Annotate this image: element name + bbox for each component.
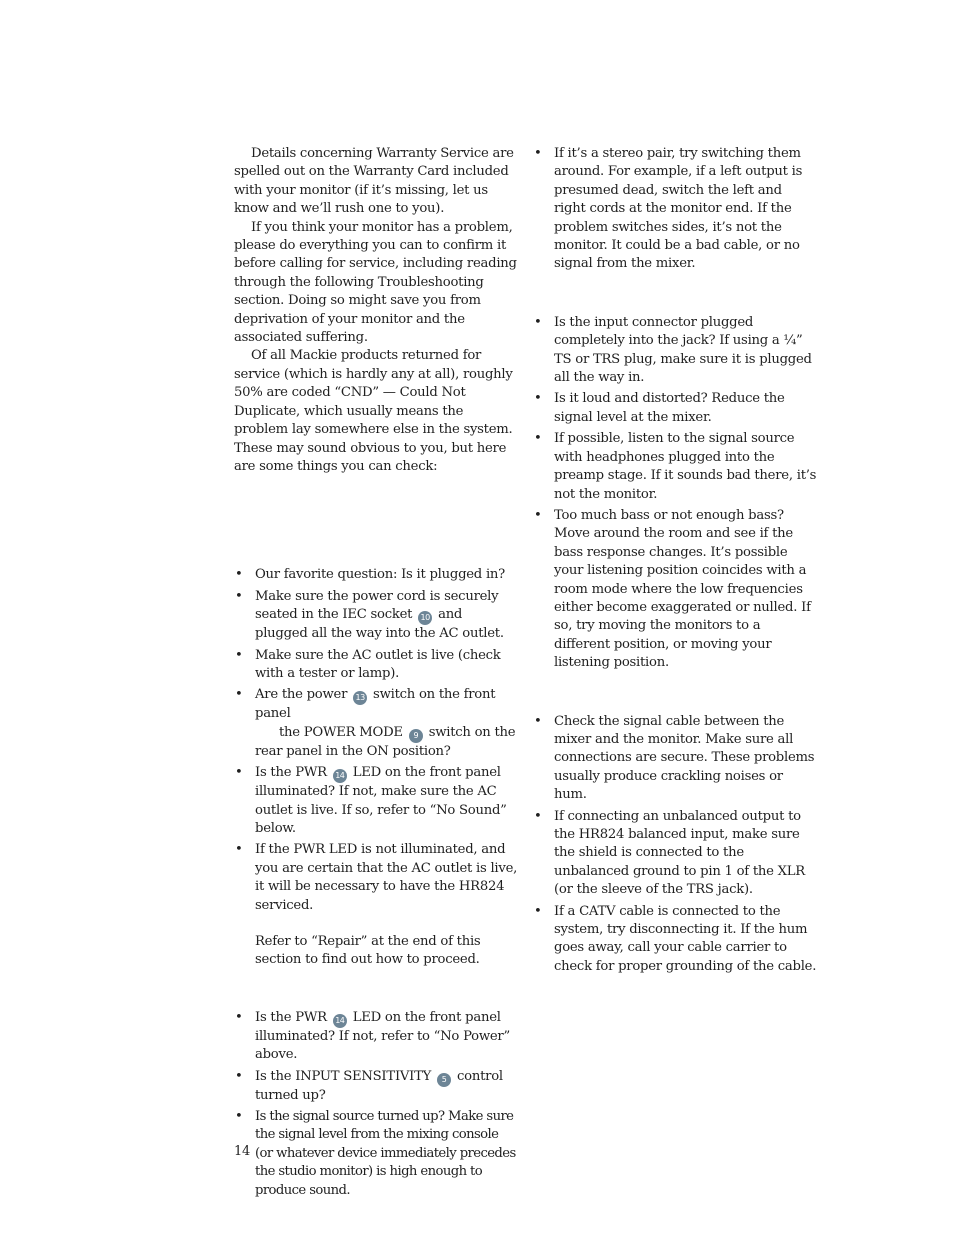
list-item: • If connecting an unbalanced output to the HR824 balanced input, make sure the shield is connected to the unbalanced ground to pin 1 of the XLR (or the sleeve of the TRS jack).	[533, 808, 817, 900]
callout-number-badge: 14	[333, 769, 347, 783]
no-sound-list	[234, 1009, 518, 1200]
service-note: Refer to “Repair” at the end of this section to find out how to proceed.	[255, 934, 481, 968]
section-gap	[234, 476, 518, 566]
list-item: • Too much bass or not enough bass? Move around the room and see if the bass response changes. It’s possible your listening position coincides with a room mode where the low frequencies either become exaggerated or nulled. If so, try moving the monitors to a different position, or moving your listening position.	[533, 507, 817, 673]
list-item: • If a CATV cable is connected to the system, try disconnecting it. If the hum goes away, call your cable carrier to check for proper grounding of the cable.	[533, 903, 817, 977]
no-power-list	[234, 566, 518, 915]
section-gap	[234, 970, 518, 1009]
noise-hum-list	[533, 713, 817, 977]
list-item: • Is the signal source turned up? Make sure the signal level from the mixing console (or whatever device immediately precedes the studio monitor) is high enough to produce sound.	[234, 1108, 518, 1200]
list-item: • If it’s a stereo pair, try switching them around. For example, if a left output is presumed dead, switch the left and right cords at the monitor end. If the problem switches sides, it’s not the monitor. It could be a bad cable, or no signal from the mixer.	[533, 145, 817, 274]
intro-paragraph: Details concerning Warranty Service are spelled out on the Warranty Card included with your monitor (if it’s missing, let us know and we’ll rush one to you).	[234, 146, 514, 217]
list-item: • Is the input connector plugged completely into the jack? If using a ¼” TS or TRS plug, make sure it is plugged all the way in.	[533, 314, 817, 388]
callout-number-badge: 13	[353, 691, 367, 705]
page-number: 14	[234, 1144, 251, 1159]
bad-sound-list	[533, 314, 817, 673]
one-side-list	[533, 145, 817, 274]
list-item: • Our favorite question: Is it plugged in?	[234, 566, 518, 584]
section-gap	[533, 277, 817, 314]
callout-number-badge: 5	[437, 1073, 451, 1087]
callout-number-badge: 14	[333, 1014, 347, 1028]
list-item: • If possible, listen to the signal source with headphones plugged into the preamp stage. If it sounds bad there, it’s not the monitor.	[533, 430, 817, 504]
intro-paragraph: If you think your monitor has a problem, please do everything you can to confirm it before calling for service, including reading through the following Troubleshooting section. Doing so might save you from deprivation of your monitor and the associated suffering.	[234, 219, 517, 346]
list-item: • Is the PWR 14 LED on the front panel illuminated? If not, make sure the AC outlet is live. If so, refer to “No Sound” below.	[234, 764, 518, 838]
list-item: • Make sure the AC outlet is live (check with a tester or lamp).	[234, 647, 518, 684]
callout-number-badge: 9	[409, 729, 423, 743]
list-item: • If the PWR LED is not illuminated, and you are certain that the AC outlet is live, it will be necessary to have the HR824 serviced.	[234, 841, 518, 915]
list-item: • Check the signal cable between the mixer and the monitor. Make sure all connections are secure. These problems usually produce crackling noises or hum.	[533, 713, 817, 805]
list-item: • Are the power 13 switch on the front panel the POWER MODE 9 switch on the rear panel in the ON position?	[234, 686, 518, 761]
list-item: • Is the INPUT SENSITIVITY 5 control turned up?	[234, 1068, 518, 1105]
left-column	[234, 145, 518, 1203]
section-gap	[533, 676, 817, 713]
intro-paragraph: Of all Mackie products returned for service (which is hardly any at all), roughly 50% are coded “CND” — Could Not Duplicate, which usually means the problem lay somewhere else in the system. These may sound obvious to you, but here are some things you can check:	[234, 348, 513, 474]
right-column	[533, 145, 817, 979]
list-item: • Is the PWR 14 LED on the front panel illuminated? If not, refer to “No Power” above.	[234, 1009, 518, 1065]
list-item: • Make sure the power cord is securely seated in the IEC socket 10 and plugged all the way into the AC outlet.	[234, 588, 518, 644]
callout-number-badge: 10	[418, 611, 432, 625]
list-item: • Is it loud and distorted? Reduce the signal level at the mixer.	[533, 390, 817, 427]
